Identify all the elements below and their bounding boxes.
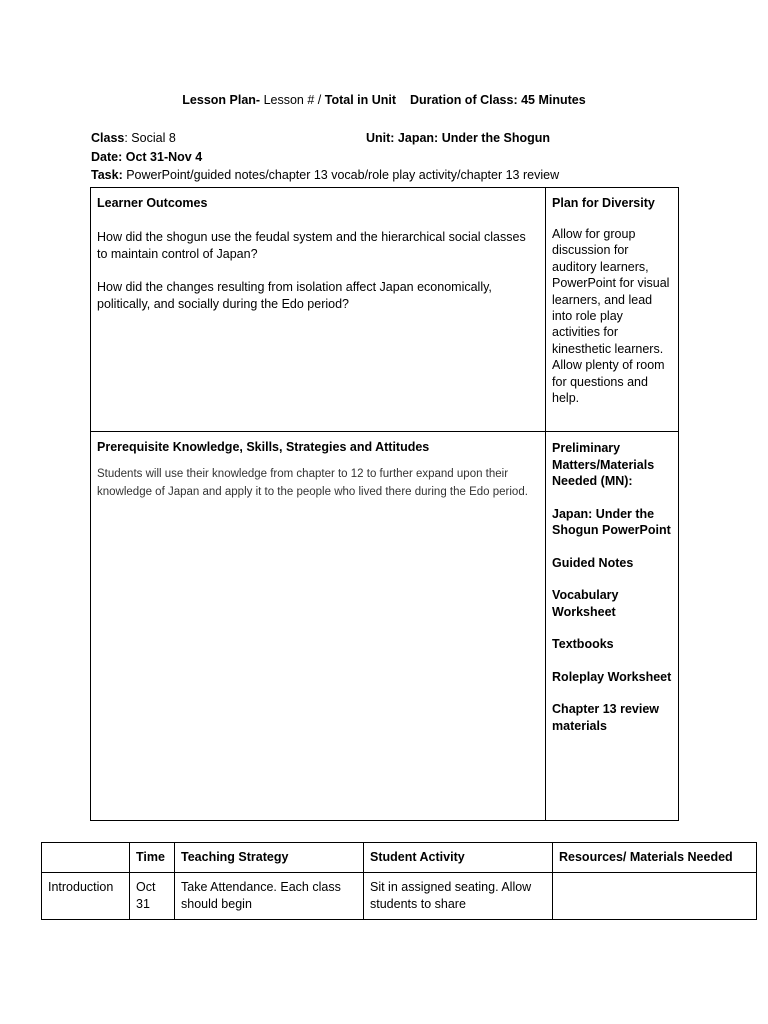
schedule-row: [42, 873, 757, 920]
schedule-activity: Sit in assigned seating. Allow students to share: [364, 873, 553, 920]
schedule-strategy: Take Attendance. Each class should begin: [175, 873, 364, 920]
learner-outcomes-cell: [91, 188, 546, 432]
material-item: Guided Notes: [552, 555, 634, 570]
schedule-resources: [553, 873, 757, 920]
materials-cell: [546, 432, 679, 821]
schedule-header-phase: [42, 843, 130, 873]
class-duration: Duration of Class: 45 Minutes: [409, 93, 586, 107]
class-label: Class: [91, 131, 125, 145]
schedule-table: [41, 842, 757, 920]
document-title: [0, 93, 768, 107]
prerequisite-cell: [91, 432, 546, 821]
lesson-number: Lesson # /: [263, 93, 322, 107]
materials-heading: Preliminary Matters/Materials Needed (MN):: [552, 441, 655, 488]
schedule-header-time: Time: [130, 843, 175, 873]
class-value: : Social 8: [124, 131, 176, 145]
schedule-header-row: [42, 843, 757, 873]
schedule-header-activity: Student Activity: [364, 843, 553, 873]
task-row: [91, 168, 559, 182]
material-item: Roleplay Worksheet: [552, 669, 672, 684]
lesson-plan-table: [90, 187, 679, 821]
material-item: Japan: Under the Shogun PowerPoint: [552, 506, 671, 537]
schedule-header-strategy: Teaching Strategy: [175, 843, 364, 873]
task-value: PowerPoint/guided notes/chapter 13 vocab/role play activity/chapter 13 review: [126, 168, 560, 182]
material-item: Chapter 13 review materials: [552, 702, 660, 733]
plan-for-diversity-heading: Plan for Diversity: [552, 196, 655, 210]
schedule-time: Oct 31: [130, 873, 175, 920]
outcome-question: How did the shogun use the feudal system and the hierarchical social classes to maintain control of Japan?: [97, 230, 526, 261]
material-item: Textbooks: [552, 637, 614, 651]
lesson-plan-label: Lesson Plan-: [182, 93, 261, 107]
plan-for-diversity-text: Allow for group discussion for auditory learners, PowerPoint for visual learners, and lead into role play activities for kinesthetic learners. Allow plenty of room for questions and help.: [552, 227, 670, 406]
unit-title: Unit: Japan: Under the Shogun: [366, 131, 551, 145]
learner-outcomes-heading: Learner Outcomes: [97, 196, 208, 210]
plan-for-diversity-cell: [546, 188, 679, 432]
schedule-phase: Introduction: [42, 873, 130, 920]
outcome-question: How did the changes resulting from isolation affect Japan economically, politically, and socially during the Edo period?: [97, 280, 492, 311]
date-row: Date: Oct 31-Nov 4: [91, 150, 203, 164]
total-in-unit: Total in Unit: [324, 93, 397, 107]
material-item: Vocabulary Worksheet: [552, 588, 619, 619]
task-label: Task:: [91, 168, 123, 182]
prerequisite-heading: Prerequisite Knowledge, Skills, Strategies and Attitudes: [97, 440, 430, 454]
class-row: [91, 131, 691, 145]
prerequisite-text: Students will use their knowledge from chapter to 12 to further expand upon their knowledge of Japan and apply it to the people who lived there during the Edo period.: [97, 468, 528, 498]
schedule-header-resources: Resources/ Materials Needed: [553, 843, 757, 873]
